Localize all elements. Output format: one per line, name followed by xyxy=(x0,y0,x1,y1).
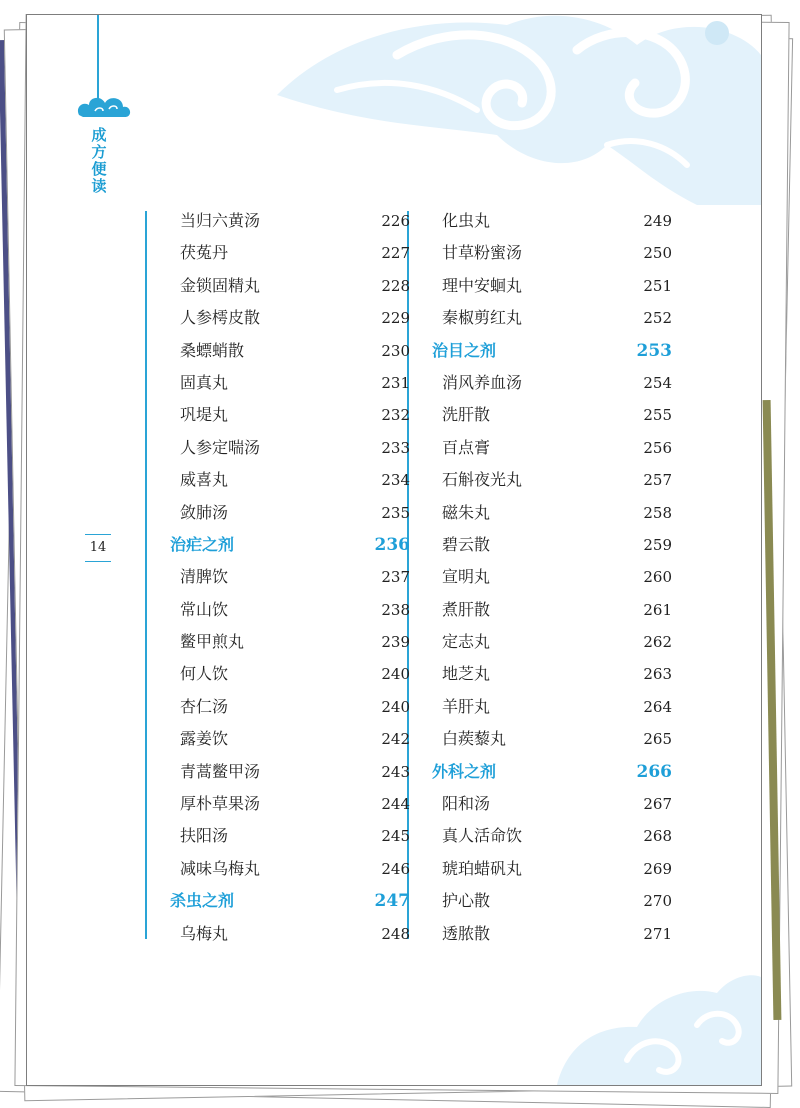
section-title: 外科之剂 xyxy=(432,761,497,781)
toc-entry[interactable] xyxy=(170,464,410,496)
toc-entry[interactable] xyxy=(170,853,410,885)
entry-title: 护心散 xyxy=(442,891,491,911)
entry-title: 杏仁汤 xyxy=(180,696,229,716)
entry-page-number: 231 xyxy=(381,373,410,392)
entry-page-number: 271 xyxy=(643,924,672,943)
entry-page-number: 244 xyxy=(381,795,410,814)
entry-page-number: 243 xyxy=(381,762,410,781)
entry-title: 甘草粉蜜汤 xyxy=(442,243,523,263)
entry-title: 白蒺藜丸 xyxy=(442,729,507,749)
toc-section-heading[interactable] xyxy=(432,335,672,367)
toc-entry[interactable] xyxy=(432,205,672,237)
entry-page-number: 267 xyxy=(643,795,672,814)
toc-entry[interactable] xyxy=(432,270,672,302)
entry-title: 桑螵蛸散 xyxy=(180,340,245,360)
entry-page-number: 253 xyxy=(636,340,672,361)
entry-page-number: 242 xyxy=(381,730,410,749)
toc-entry[interactable] xyxy=(432,497,672,529)
entry-title: 固真丸 xyxy=(180,372,229,392)
toc-entry[interactable] xyxy=(170,205,410,237)
left-column-rule xyxy=(145,211,147,939)
entry-title: 青蒿鳖甲汤 xyxy=(180,761,261,781)
entry-page-number: 260 xyxy=(643,568,672,587)
toc-entry[interactable] xyxy=(170,335,410,367)
toc-entry[interactable] xyxy=(170,626,410,658)
entry-title: 茯菟丹 xyxy=(180,243,229,263)
toc-column-left xyxy=(170,205,410,950)
toc-entry[interactable] xyxy=(432,594,672,626)
toc-entry[interactable] xyxy=(170,788,410,820)
entry-page-number: 270 xyxy=(643,892,672,911)
entry-title: 何人饮 xyxy=(180,664,229,684)
toc-entry[interactable] xyxy=(170,820,410,852)
toc-entry[interactable] xyxy=(432,237,672,269)
cloud-decoration-bottom xyxy=(557,965,761,1085)
entry-title: 地芝丸 xyxy=(442,664,491,684)
toc-entry[interactable] xyxy=(432,302,672,334)
toc-entry[interactable] xyxy=(170,723,410,755)
entry-title: 百点膏 xyxy=(442,437,491,457)
entry-title: 威喜丸 xyxy=(180,470,229,490)
toc-entry[interactable] xyxy=(170,594,410,626)
ornament-line xyxy=(97,15,99,103)
toc-entry[interactable] xyxy=(170,367,410,399)
entry-title: 减味乌梅丸 xyxy=(180,858,261,878)
entry-page-number: 226 xyxy=(381,212,410,230)
entry-title: 厚朴草果汤 xyxy=(180,794,261,814)
entry-title: 琥珀蜡矾丸 xyxy=(442,858,523,878)
entry-title: 消风养血汤 xyxy=(442,372,523,392)
entry-title: 金锁固精丸 xyxy=(180,275,261,295)
entry-title: 当归六黄汤 xyxy=(180,211,261,230)
toc-entry[interactable] xyxy=(432,691,672,723)
toc-entry[interactable] xyxy=(432,561,672,593)
entry-page-number: 239 xyxy=(381,633,410,652)
entry-page-number: 258 xyxy=(643,503,672,522)
section-title: 治疟之剂 xyxy=(170,534,235,554)
toc-entry[interactable] xyxy=(432,853,672,885)
entry-page-number: 249 xyxy=(643,212,672,230)
toc-entry[interactable] xyxy=(170,302,410,334)
entry-title: 巩堤丸 xyxy=(180,405,229,425)
side-title: 成方便读 xyxy=(91,126,107,195)
entry-title: 磁朱丸 xyxy=(442,502,491,522)
toc-entry[interactable] xyxy=(170,918,410,950)
entry-page-number: 246 xyxy=(381,859,410,878)
entry-page-number: 255 xyxy=(643,406,672,425)
toc-entry[interactable] xyxy=(432,367,672,399)
entry-title: 常山饮 xyxy=(180,599,229,619)
entry-page-number: 261 xyxy=(643,600,672,619)
entry-title: 敛肺汤 xyxy=(180,502,229,522)
book-page xyxy=(26,14,762,1086)
entry-page-number: 269 xyxy=(643,859,672,878)
toc-entry[interactable] xyxy=(432,529,672,561)
entry-title: 露姜饮 xyxy=(180,729,229,749)
entry-page-number: 259 xyxy=(643,535,672,554)
entry-page-number: 235 xyxy=(381,503,410,522)
toc-entry[interactable] xyxy=(170,432,410,464)
entry-title: 化虫丸 xyxy=(442,211,491,230)
toc-entry[interactable] xyxy=(170,399,410,431)
toc-entry[interactable] xyxy=(432,399,672,431)
entry-page-number: 262 xyxy=(643,633,672,652)
toc-entry[interactable] xyxy=(170,237,410,269)
toc-entry[interactable] xyxy=(170,497,410,529)
toc-entry[interactable] xyxy=(432,918,672,950)
entry-page-number: 263 xyxy=(643,665,672,684)
entry-page-number: 247 xyxy=(374,891,410,912)
toc-entry[interactable] xyxy=(432,658,672,690)
entry-title: 阳和汤 xyxy=(442,794,491,814)
entry-title: 石斛夜光丸 xyxy=(442,470,523,490)
cloud-icon xyxy=(75,93,133,121)
toc-section-heading[interactable] xyxy=(432,756,672,788)
toc-entry[interactable] xyxy=(432,626,672,658)
entry-page-number: 240 xyxy=(381,665,410,684)
toc-entry[interactable] xyxy=(432,820,672,852)
entry-title: 宣明丸 xyxy=(442,567,491,587)
entry-title: 洗肝散 xyxy=(442,405,491,425)
page-number: 14 xyxy=(85,534,111,562)
entry-title: 透脓散 xyxy=(442,923,491,943)
toc-entry[interactable] xyxy=(432,464,672,496)
toc-section-heading[interactable] xyxy=(170,885,410,917)
entry-page-number: 252 xyxy=(643,309,672,328)
cloud-decoration-top xyxy=(277,15,761,205)
entry-page-number: 257 xyxy=(643,471,672,490)
entry-title: 鳖甲煎丸 xyxy=(180,632,245,652)
entry-page-number: 254 xyxy=(643,373,672,392)
entry-page-number: 250 xyxy=(643,244,672,263)
entry-page-number: 268 xyxy=(643,827,672,846)
entry-title: 真人活命饮 xyxy=(442,826,523,846)
toc-entry[interactable] xyxy=(432,723,672,755)
entry-page-number: 232 xyxy=(381,406,410,425)
entry-page-number: 245 xyxy=(381,827,410,846)
entry-title: 羊肝丸 xyxy=(442,696,491,716)
entry-page-number: 256 xyxy=(643,438,672,457)
entry-page-number: 233 xyxy=(381,438,410,457)
entry-title: 人参定喘汤 xyxy=(180,437,261,457)
toc-entry[interactable] xyxy=(170,691,410,723)
entry-page-number: 240 xyxy=(381,697,410,716)
section-title: 治目之剂 xyxy=(432,340,497,360)
entry-page-number: 238 xyxy=(381,600,410,619)
toc-entry[interactable] xyxy=(170,561,410,593)
toc-entry[interactable] xyxy=(170,658,410,690)
entry-title: 理中安蛔丸 xyxy=(442,275,523,295)
entry-page-number: 248 xyxy=(381,924,410,943)
entry-title: 碧云散 xyxy=(442,534,491,554)
entry-page-number: 266 xyxy=(636,761,672,782)
toc-entry[interactable] xyxy=(170,756,410,788)
entry-page-number: 227 xyxy=(381,244,410,263)
entry-page-number: 230 xyxy=(381,341,410,360)
toc-section-heading[interactable] xyxy=(170,529,410,561)
entry-title: 清脾饮 xyxy=(180,567,229,587)
entry-title: 定志丸 xyxy=(442,632,491,652)
toc-column-right xyxy=(432,205,672,950)
toc-entry[interactable] xyxy=(170,270,410,302)
toc-entry[interactable] xyxy=(432,432,672,464)
entry-title: 扶阳汤 xyxy=(180,826,229,846)
toc-entry[interactable] xyxy=(432,885,672,917)
entry-page-number: 264 xyxy=(643,697,672,716)
entry-page-number: 251 xyxy=(643,276,672,295)
entry-title: 乌梅丸 xyxy=(180,923,229,943)
entry-title: 秦椒剪红丸 xyxy=(442,308,523,328)
section-title: 杀虫之剂 xyxy=(170,891,235,911)
entry-page-number: 265 xyxy=(643,730,672,749)
entry-title: 人参樗皮散 xyxy=(180,308,261,328)
entry-title: 煮肝散 xyxy=(442,599,491,619)
entry-page-number: 229 xyxy=(381,309,410,328)
entry-page-number: 234 xyxy=(381,471,410,490)
entry-page-number: 228 xyxy=(381,276,410,295)
toc-entry[interactable] xyxy=(432,788,672,820)
entry-page-number: 236 xyxy=(374,534,410,555)
entry-page-number: 237 xyxy=(381,568,410,587)
